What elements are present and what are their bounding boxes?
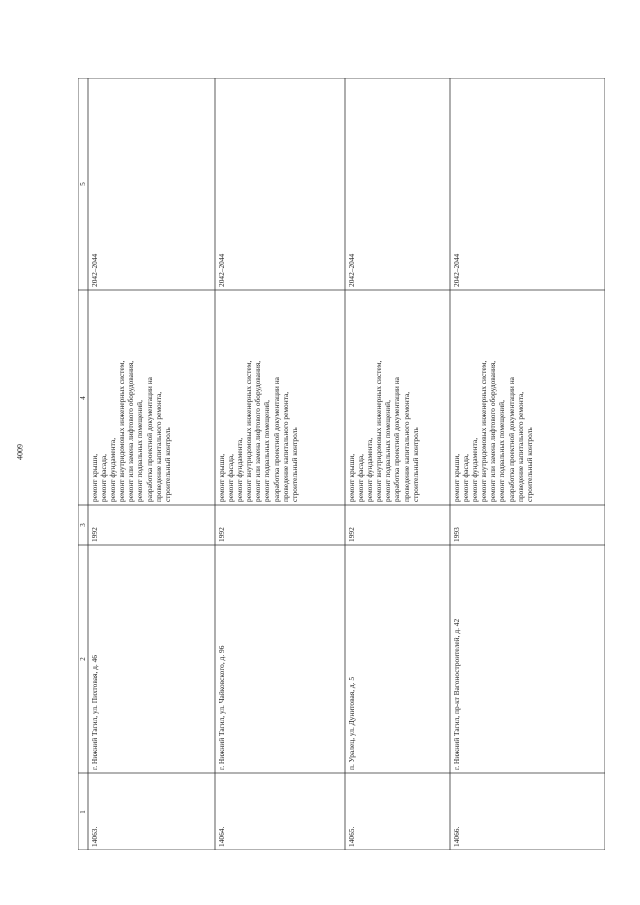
year-cell: 1992 bbox=[217, 527, 226, 542]
column-number: 4 bbox=[79, 395, 87, 400]
year-cell: 1992 bbox=[90, 527, 99, 542]
work-item: ремонт фасада, bbox=[356, 454, 366, 502]
work-item: ремонт или замена лифтового оборудования, bbox=[126, 360, 136, 502]
work-item: ремонт внутридомовых инженерных систем, bbox=[117, 360, 127, 502]
work-item: ремонт фундамента, bbox=[365, 437, 375, 502]
row-number: 14066. bbox=[452, 826, 461, 847]
work-item: разработка проектной документации на bbox=[271, 377, 281, 502]
work-item: ремонт подвальных помещений, bbox=[383, 400, 393, 502]
period-cell: 2042–2044 bbox=[217, 253, 226, 287]
work-item: ремонт крыши, bbox=[347, 453, 356, 502]
work-item: ремонт фундамента, bbox=[470, 437, 480, 502]
works-cell bbox=[90, 361, 172, 502]
work-item: проведение капитального ремонта, bbox=[515, 391, 525, 502]
work-item: строительный контроль bbox=[162, 427, 172, 502]
address-cell: п. Уралец, ул. Дунитовая, д. 5 bbox=[347, 676, 356, 770]
work-item: ремонт или замена лифтового оборудования, bbox=[488, 360, 498, 502]
page-number: 4009 bbox=[15, 444, 25, 460]
period-cell: 2042–2044 bbox=[452, 253, 461, 287]
work-item: проведение капитального ремонта, bbox=[401, 391, 411, 502]
works-cell bbox=[452, 361, 534, 502]
period-cell: 2042–2044 bbox=[347, 253, 356, 287]
work-item: разработка проектной документации на bbox=[392, 377, 402, 502]
column-number: 5 bbox=[79, 182, 87, 186]
work-item: ремонт фундамента, bbox=[235, 437, 245, 502]
row-number: 14063. bbox=[90, 826, 99, 847]
works-cell bbox=[347, 361, 420, 502]
work-item: ремонт или замена лифтового оборудования, bbox=[253, 360, 263, 502]
work-item: ремонт крыши, bbox=[217, 453, 226, 502]
work-item: проведение капитального ремонта, bbox=[153, 391, 163, 502]
rotated-table bbox=[78, 78, 605, 850]
work-item: ремонт фасада, bbox=[461, 454, 471, 502]
work-item: ремонт фасада, bbox=[226, 454, 236, 502]
column-number: 2 bbox=[79, 657, 87, 661]
work-item: строительный контроль bbox=[524, 427, 534, 502]
works-cell bbox=[217, 361, 299, 502]
work-item: ремонт фасада, bbox=[99, 454, 109, 502]
work-item: ремонт крыши, bbox=[90, 453, 99, 502]
period-cell: 2042–2044 bbox=[90, 253, 99, 287]
work-item: ремонт внутридомовых инженерных систем, bbox=[479, 360, 489, 502]
work-item: ремонт подвальных помещений, bbox=[497, 400, 507, 502]
work-item: ремонт подвальных помещений, bbox=[262, 400, 272, 502]
address-cell: г. Нижний Тагил, ул. Чайковского, д. 96 bbox=[217, 645, 226, 770]
address-cell: г. Нижний Тагил, пр-кт Вагоностроителей, д. 42 bbox=[452, 618, 461, 770]
column-number: 3 bbox=[79, 523, 87, 527]
row-number: 14064. bbox=[217, 826, 226, 847]
work-item: ремонт крыши, bbox=[452, 453, 461, 502]
work-item: проведение капитального ремонта, bbox=[280, 391, 290, 502]
work-item: разработка проектной документации на bbox=[506, 377, 516, 502]
year-cell: 1993 bbox=[452, 527, 461, 542]
work-item: ремонт подвальных помещений, bbox=[135, 400, 145, 502]
work-item: ремонт фундамента, bbox=[108, 437, 118, 502]
column-number: 1 bbox=[79, 809, 87, 814]
work-item: разработка проектной документации на bbox=[144, 377, 154, 502]
work-item: строительный контроль bbox=[289, 427, 299, 502]
work-item: строительный контроль bbox=[410, 427, 420, 502]
work-item: ремонт внутридомовых инженерных систем, bbox=[374, 360, 384, 502]
year-cell: 1992 bbox=[347, 527, 356, 542]
work-item: ремонт внутридомовых инженерных систем, bbox=[244, 360, 254, 502]
row-number: 14065. bbox=[347, 826, 356, 847]
address-cell: г. Нижний Тагил, ул. Пихтовая, д. 46 bbox=[90, 655, 99, 770]
